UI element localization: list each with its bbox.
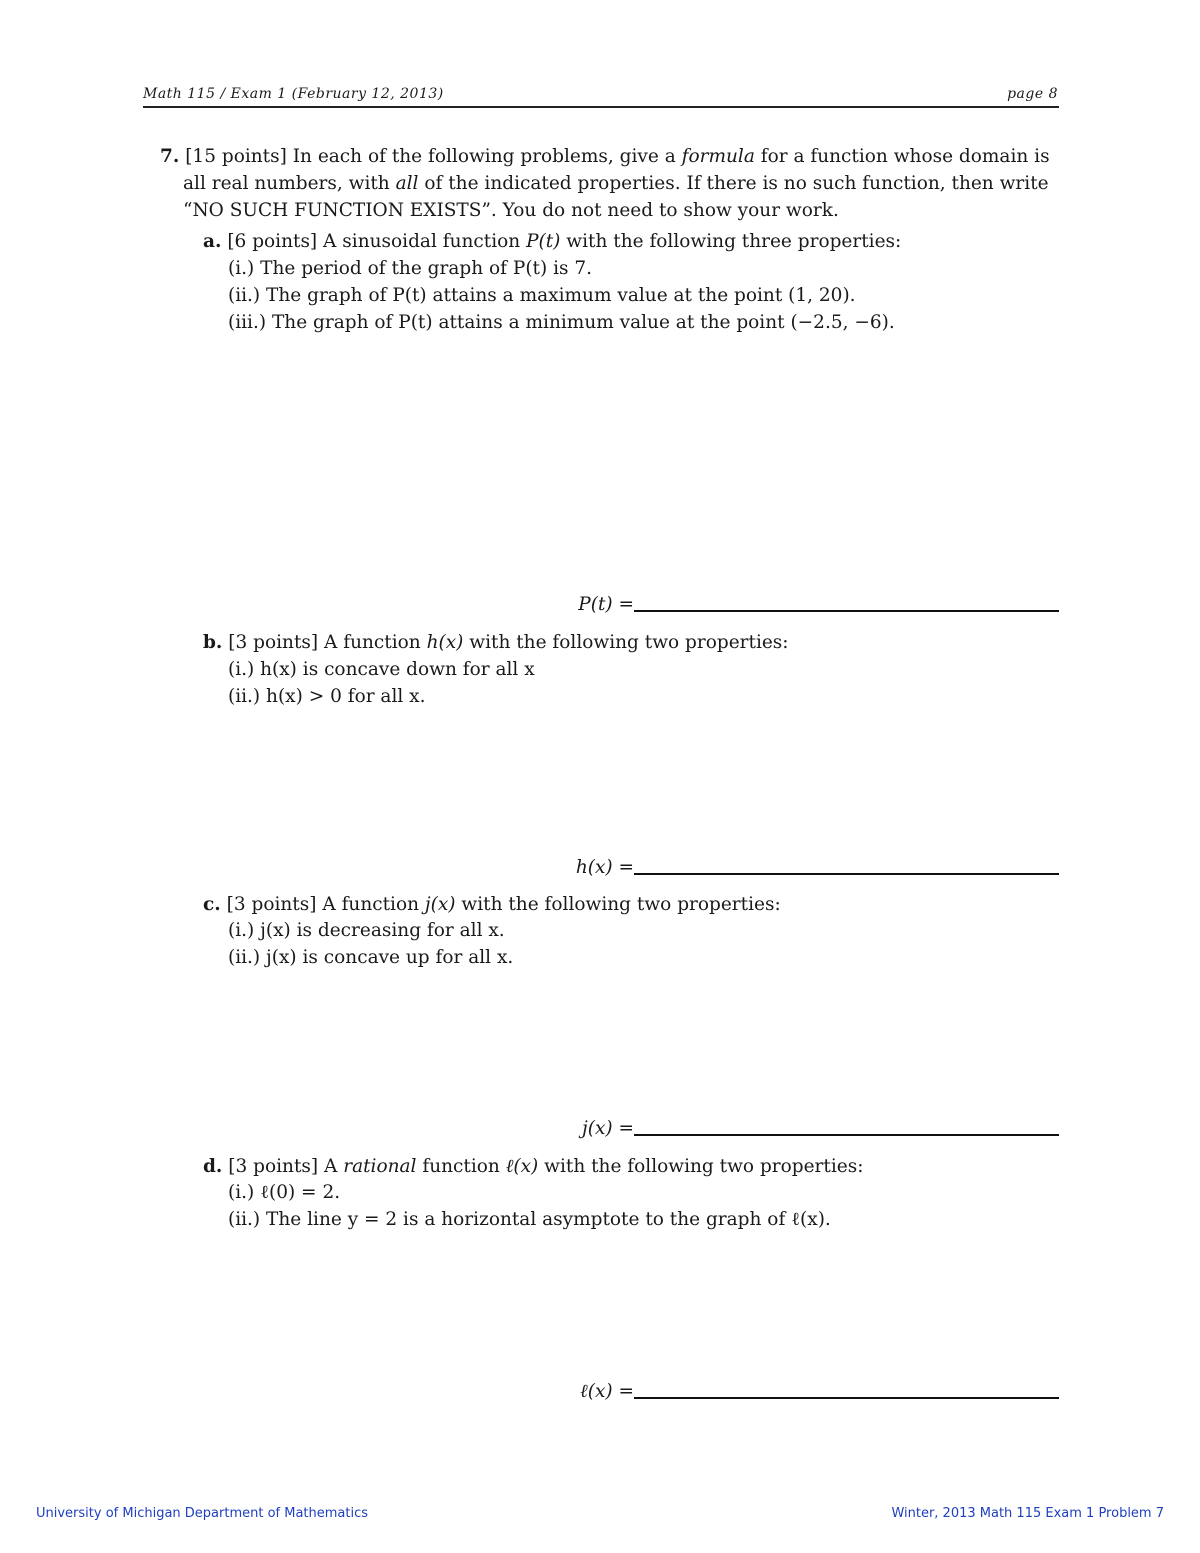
part-d-answer-line[interactable] [634, 1397, 1059, 1399]
part-c-answer-label: j(x) = [582, 1118, 634, 1139]
problem-points: [15 points] [185, 146, 287, 167]
part-d-points: [3 points] [228, 1156, 319, 1177]
part-c-property-2: (ii.) j(x) is concave up for all x. [228, 947, 514, 968]
part-a-property-2: (ii.) The graph of P(t) attains a maximum value at the point (1, 20). [228, 285, 856, 306]
footer-right: Winter, 2013 Math 115 Exam 1 Problem 7 [891, 1506, 1164, 1521]
part-b-answer-label: h(x) = [575, 857, 634, 878]
part-d-property-2: (ii.) The line y = 2 is a horizontal asymptote to the graph of ℓ(x). [228, 1209, 831, 1230]
page-number: page 8 [1007, 86, 1058, 102]
problem-intro-line-2: all real numbers, with all of the indicated properties. If there is no such function, then write [183, 173, 1049, 194]
problem-intro-line-1: 7. [15 points] In each of the following problems, give a formula for a function whose domain is [160, 146, 1050, 167]
footer-left: University of Michigan Department of Mathematics [36, 1506, 369, 1521]
part-b-property-1: (i.) h(x) is concave down for all x [228, 659, 535, 680]
part-a-points: [6 points] [227, 231, 318, 252]
part-c-description: c. [3 points] A function j(x) with the following two properties: [203, 894, 781, 915]
part-a-answer-label: P(t) = [578, 594, 634, 615]
part-d-description: d. [3 points] A rational function ℓ(x) with the following two properties: [203, 1156, 864, 1177]
part-c-label: c. [203, 894, 221, 915]
header-rule [143, 106, 1059, 108]
part-d-answer-label: ℓ(x) = [580, 1381, 634, 1402]
part-d-label: d. [203, 1156, 223, 1177]
part-a-property-1: (i.) The period of the graph of P(t) is 7. [228, 258, 593, 279]
problem-intro-line-3: “NO SUCH FUNCTION EXISTS”. You do not need to show your work. [183, 200, 839, 221]
part-c-property-1: (i.) j(x) is decreasing for all x. [228, 920, 505, 941]
part-b-property-2: (ii.) h(x) > 0 for all x. [228, 686, 426, 707]
part-c-answer-line[interactable] [634, 1134, 1059, 1136]
all-emphasis: all [395, 173, 419, 194]
part-a-description: a. [6 points] A sinusoidal function P(t) with the following three properties: [203, 231, 902, 252]
part-b-points: [3 points] [228, 632, 319, 653]
part-b-answer-line[interactable] [634, 873, 1059, 875]
part-b-description: b. [3 points] A function h(x) with the following two properties: [203, 632, 789, 653]
problem-number: 7. [160, 146, 180, 167]
part-d-property-1: (i.) ℓ(0) = 2. [228, 1182, 341, 1203]
part-a-property-3: (iii.) The graph of P(t) attains a minimum value at the point (−2.5, −6). [228, 312, 895, 333]
part-a-answer-line[interactable] [634, 610, 1059, 612]
part-a-label: a. [203, 231, 222, 252]
running-header-left: Math 115 / Exam 1 (February 12, 2013) [143, 86, 444, 102]
rational-emphasis: rational [343, 1156, 417, 1177]
part-b-label: b. [203, 632, 223, 653]
formula-emphasis: formula [681, 146, 755, 167]
part-c-points: [3 points] [226, 894, 317, 915]
